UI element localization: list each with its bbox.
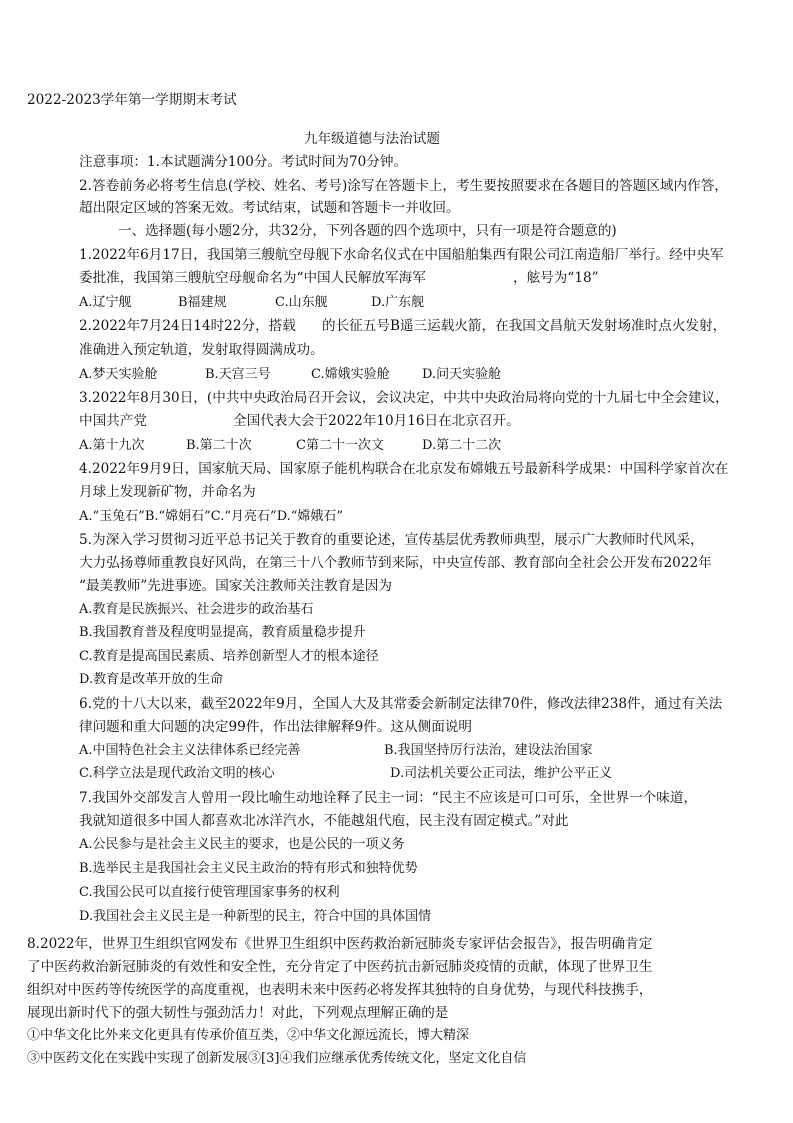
- q5-option-a: A.教育是民族振兴、社会进步的政治基石: [79, 602, 314, 617]
- q7-option-a: A.公民参与是社会主义民主的要求，也是公民的一项义务: [79, 837, 405, 852]
- q2-option-a: A.梦天实验舱: [79, 367, 158, 382]
- q1-stem-line-1: 1.2022年6月17日，我国第三艘航空母舰下水命名仪式在中国船舶集西有限公司江南造船厂举行。经中央军: [79, 247, 724, 263]
- q5-option-d: D.教育是改革开放的生命: [79, 672, 224, 687]
- q3-stem-line-1: 3.2022年8月30日，(中共中央政治局召开会议，会议决定，中共中央政治局将向党的十九届七中全会建议，: [79, 390, 729, 406]
- q4-stem-line-1: 4.2022年9月9日，国家航天局、国家原子能机构联合在北京发布嫦娥五号最新科学成果：中国科学家首次在: [79, 461, 729, 477]
- q6-option-c: C.科学立法是现代政治文明的核心: [79, 766, 275, 781]
- q1-option-a: A.辽宁舰: [79, 295, 132, 310]
- q8-stem-line-2: 了中医药救治新冠肺炎的有效性和安全性，充分肯定了中医药抗击新冠肺炎疫情的贡献，体现了世界卫生: [27, 959, 653, 975]
- q1-option-c: C.山东舰: [275, 295, 328, 310]
- q5-stem-line-1: 5.为深入学习贯彻习近平总书记关于教育的重要论述，宣传基层优秀教师典型，展示广大教师时代风采，: [79, 532, 704, 548]
- q8-stem-line-3: 组织对中医药等传统医学的高度重视，也表明未来中医药必将发挥其独特的自身优势，与现代科技携手，: [27, 982, 653, 998]
- q2-option-b: B.天宫三号: [205, 367, 271, 382]
- q3-stem-line-2a: 中国共产党: [79, 413, 147, 429]
- q6-option-b: B.我国坚持厉行法治，建设法治国家: [384, 743, 593, 758]
- q5-stem-line-2: 大力弘扬尊师重教良好风尚，在第三十八个教师节到来际，中央宣传部、教育部向全社会公开发布2022年: [79, 555, 712, 571]
- q2-option-c: C.嫦娥实验舱: [311, 367, 390, 382]
- q1-option-d: D.广东舰: [371, 295, 425, 310]
- notice-line-2b: 超出限定区域的答案无效。考试结束，试题和答题卡一并收回。: [79, 200, 460, 216]
- q4-stem-line-2: 月球上发现新矿物，并命名为: [79, 484, 256, 500]
- q2-option-d: D.问天实验舱: [422, 367, 502, 382]
- q8-choice-line-1: ①中华文化比外来文化更具有传承价值互类，②中华文化源远流长，博大精深: [27, 1028, 470, 1043]
- q3-option-c: C第二十一次文: [296, 438, 384, 453]
- q3-option-d: D.第二十二次: [422, 438, 502, 453]
- q2-stem-line-1b: 的长征五号B遥三运载火箭，在我国文昌航天发射场准时点火发射，: [322, 318, 727, 334]
- subject-title: 九年级道德与法治试题: [304, 131, 440, 147]
- q3-option-a: A.第十九次: [79, 438, 145, 453]
- q3-option-b: B.第二十次: [186, 438, 252, 453]
- q6-stem-line-2: 律问题和重大问题的决定99件，作出法律解释9件。这从侧面说明: [79, 719, 472, 735]
- q8-stem-line-4: 展现出新时代下的强大韧性与强劲活力！对此，下列观点理解正确的是: [27, 1005, 449, 1021]
- q6-option-a: A.中国特色社会主义法律体系已经完善: [79, 743, 301, 758]
- section-heading: 一、选择题(每小题2分，共32分，下列各题的四个选项中，只有一项是符合题意的): [118, 223, 617, 239]
- notice-line-2a: 2.答卷前务必将考生信息(学校、姓名、考号)涂写在答题卡上，考生要按照要求在各题目的答题区域内作答，: [79, 178, 728, 194]
- q5-stem-line-3: “最美教师”先进事迹。国家关注教师关注教育是因为: [79, 578, 392, 594]
- q1-stem-line-2a: 委批准，我国第三艘航空母舰命名为“中国人民解放军海军: [79, 270, 426, 286]
- q7-option-c: C.我国公民可以直接行使管理国家事务的权利: [79, 885, 340, 900]
- q2-stem-line-1a: 2.2022年7月24日14时22分，搭载: [79, 318, 296, 334]
- q6-option-d: D.司法机关要公正司法，维护公平正义: [390, 766, 613, 781]
- exam-title: 2022-2023学年第一学期期末考试: [27, 92, 237, 108]
- q5-option-b: B.我国教育普及程度明显提高，教育质量稳步提升: [79, 625, 366, 640]
- q4-options: A.“玉兔石”B.“嫦娟石”C.“月亮石”D.“嫦娥石”: [79, 509, 344, 524]
- q1-option-b: B福建规: [178, 295, 227, 310]
- q7-option-b: B.选举民主是我国社会主义民主政治的特有形式和独特优势: [79, 861, 418, 876]
- q8-choice-line-2: ③中医药文化在实践中实现了创新发展③[3]④我们应继承优秀传统文化，坚定文化自信: [27, 1051, 527, 1066]
- q7-option-d: D.我国社会主义民主是一种新型的民主，符合中国的具体国情: [79, 909, 432, 924]
- q7-stem-line-1: 7.我国外交部发言人曾用一段比喻生动地诠释了民主一词：“民主不应该是可口可乐，全世界一个味道，: [79, 790, 698, 806]
- q8-stem-line-1: 8.2022年，世界卫生组织官网发布《世界卫生组织中医药救治新冠肺炎专家评估会报告》，报告明确肯定: [27, 936, 653, 952]
- q6-stem-line-1: 6.党的十八大以来，截至2022年9月，全国人大及其常委会新制定法律70件，修改法律238件，通过有关法: [79, 696, 723, 712]
- q5-option-c: C.教育是提高国民素质、培养创新型人才的根本途径: [79, 649, 379, 664]
- q7-stem-line-2: 我就知道很多中国人都喜欢北冰洋汽水，不能越俎代庖，民主没有固定模式。”对此: [79, 813, 569, 829]
- notice-line-1: 注意事项：1.本试题满分100分。考试时间为70分钟。: [79, 154, 408, 170]
- q1-stem-line-2b: ，舷号为“18”: [513, 270, 599, 286]
- q2-stem-line-2: 准确进入预定轨道，发射取得圆满成功。: [79, 342, 324, 358]
- q3-stem-line-2b: 全国代表大会于2022年10月16日在北京召开。: [233, 413, 520, 429]
